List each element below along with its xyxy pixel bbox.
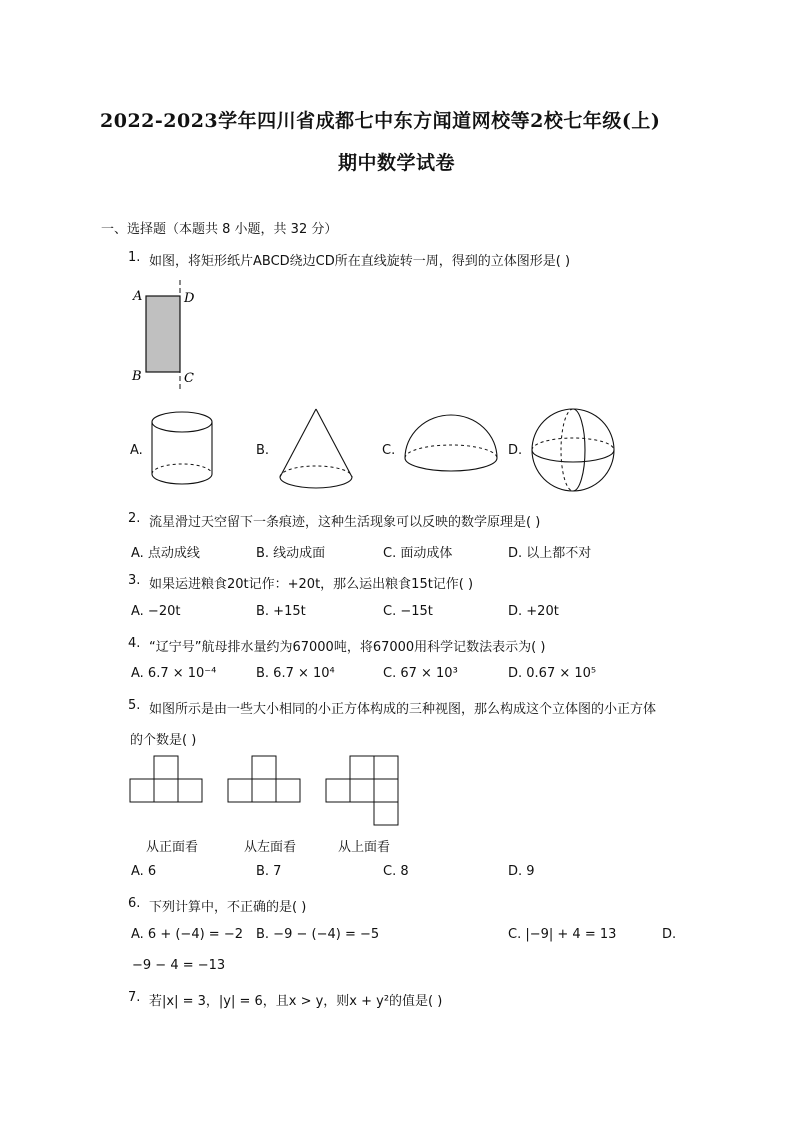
q3-option-c: C. −15t	[383, 604, 433, 619]
q4-number: 4.	[128, 636, 141, 651]
q6-option-c: C. |−9| + 4 = 13	[508, 927, 617, 942]
q3-number: 3.	[128, 573, 141, 588]
q7-text: 若|x| = 3，|y| = 6，且x > y，则x + y²的值是( )	[149, 994, 443, 1009]
front-view-grid	[130, 756, 210, 806]
q1-label-b: B	[132, 369, 142, 384]
q6-option-d-continued: −9 − 4 = −13	[132, 958, 226, 973]
q1-option-a: A.	[130, 443, 143, 458]
q4-option-c: C. 67 × 10³	[383, 666, 458, 681]
q3-option-b: B. +15t	[256, 604, 306, 619]
q1-label-c: C	[184, 371, 194, 386]
q1-label-d: D	[184, 291, 195, 306]
q3-text: 如果运进粮食20t记作：+20t，那么运出粮食15t记作( )	[149, 577, 474, 592]
hemisphere-icon	[402, 415, 502, 485]
q4-option-a: A. 6.7 × 10⁻⁴	[131, 666, 217, 681]
q3-option-a: A. −20t	[131, 604, 181, 619]
sphere-icon	[530, 406, 620, 496]
q4-option-d: D. 0.67 × 10⁵	[508, 666, 597, 681]
q4-option-b: B. 6.7 × 10⁴	[256, 666, 335, 681]
left-view-label: 从左面看	[244, 840, 297, 855]
q2-option-d: D. 以上都不对	[508, 546, 592, 561]
q4-text: “辽宁号”航母排水量约为67000吨，将67000用科学记数法表示为( )	[149, 640, 546, 655]
q6-text: 下列计算中，不正确的是( )	[149, 900, 307, 915]
q2-number: 2.	[128, 511, 141, 526]
top-view-label: 从上面看	[338, 840, 391, 855]
q1-number: 1.	[128, 250, 141, 265]
q5-text-line2: 的个数是( )	[130, 733, 197, 748]
q3-option-d: D. +20t	[508, 604, 559, 619]
q1-option-d: D.	[508, 443, 523, 458]
front-view-label: 从正面看	[146, 840, 199, 855]
q5-text-line1: 如图所示是由一些大小相同的小正方体构成的三种视图，那么构成这个立体图的小正方体	[149, 702, 657, 717]
q2-option-b: B. 线动成面	[256, 546, 326, 561]
q1-option-c: C.	[382, 443, 396, 458]
q1-rectangle-figure	[125, 280, 215, 390]
q2-text: 流星滑过天空留下一条痕迹，这种生活现象可以反映的数学原理是( )	[149, 515, 541, 530]
q1-label-a: A	[133, 289, 143, 304]
q5-option-a: A. 6	[131, 864, 157, 879]
q1-option-b: B.	[256, 443, 270, 458]
q5-option-d: D. 9	[508, 864, 535, 879]
q6-number: 6.	[128, 896, 141, 911]
q6-option-d: D.	[662, 927, 677, 942]
q5-number: 5.	[128, 698, 141, 713]
top-view-grid	[326, 756, 406, 831]
q6-option-a: A. 6 + (−4) = −2	[131, 927, 243, 942]
left-view-grid	[228, 756, 308, 806]
q7-number: 7.	[128, 990, 141, 1005]
section-header: 一、选择题（本题共 8 小题，共 32 分）	[101, 222, 338, 237]
cone-icon	[276, 405, 356, 495]
q5-option-b: B. 7	[256, 864, 282, 879]
q2-option-a: A. 点动成线	[131, 546, 200, 561]
q1-text: 如图，将矩形纸片ABCD绕边CD所在直线旋转一周，得到的立体图形是( )	[149, 254, 571, 269]
q6-option-b: B. −9 − (−4) = −5	[256, 927, 380, 942]
cylinder-icon	[148, 410, 218, 490]
exam-title-line1: 2022-2023学年四川省成都七中东方闻道网校等2校七年级(上)	[100, 110, 661, 132]
q5-option-c: C. 8	[383, 864, 409, 879]
q2-option-c: C. 面动成体	[383, 546, 453, 561]
exam-title-line2: 期中数学试卷	[338, 152, 456, 174]
